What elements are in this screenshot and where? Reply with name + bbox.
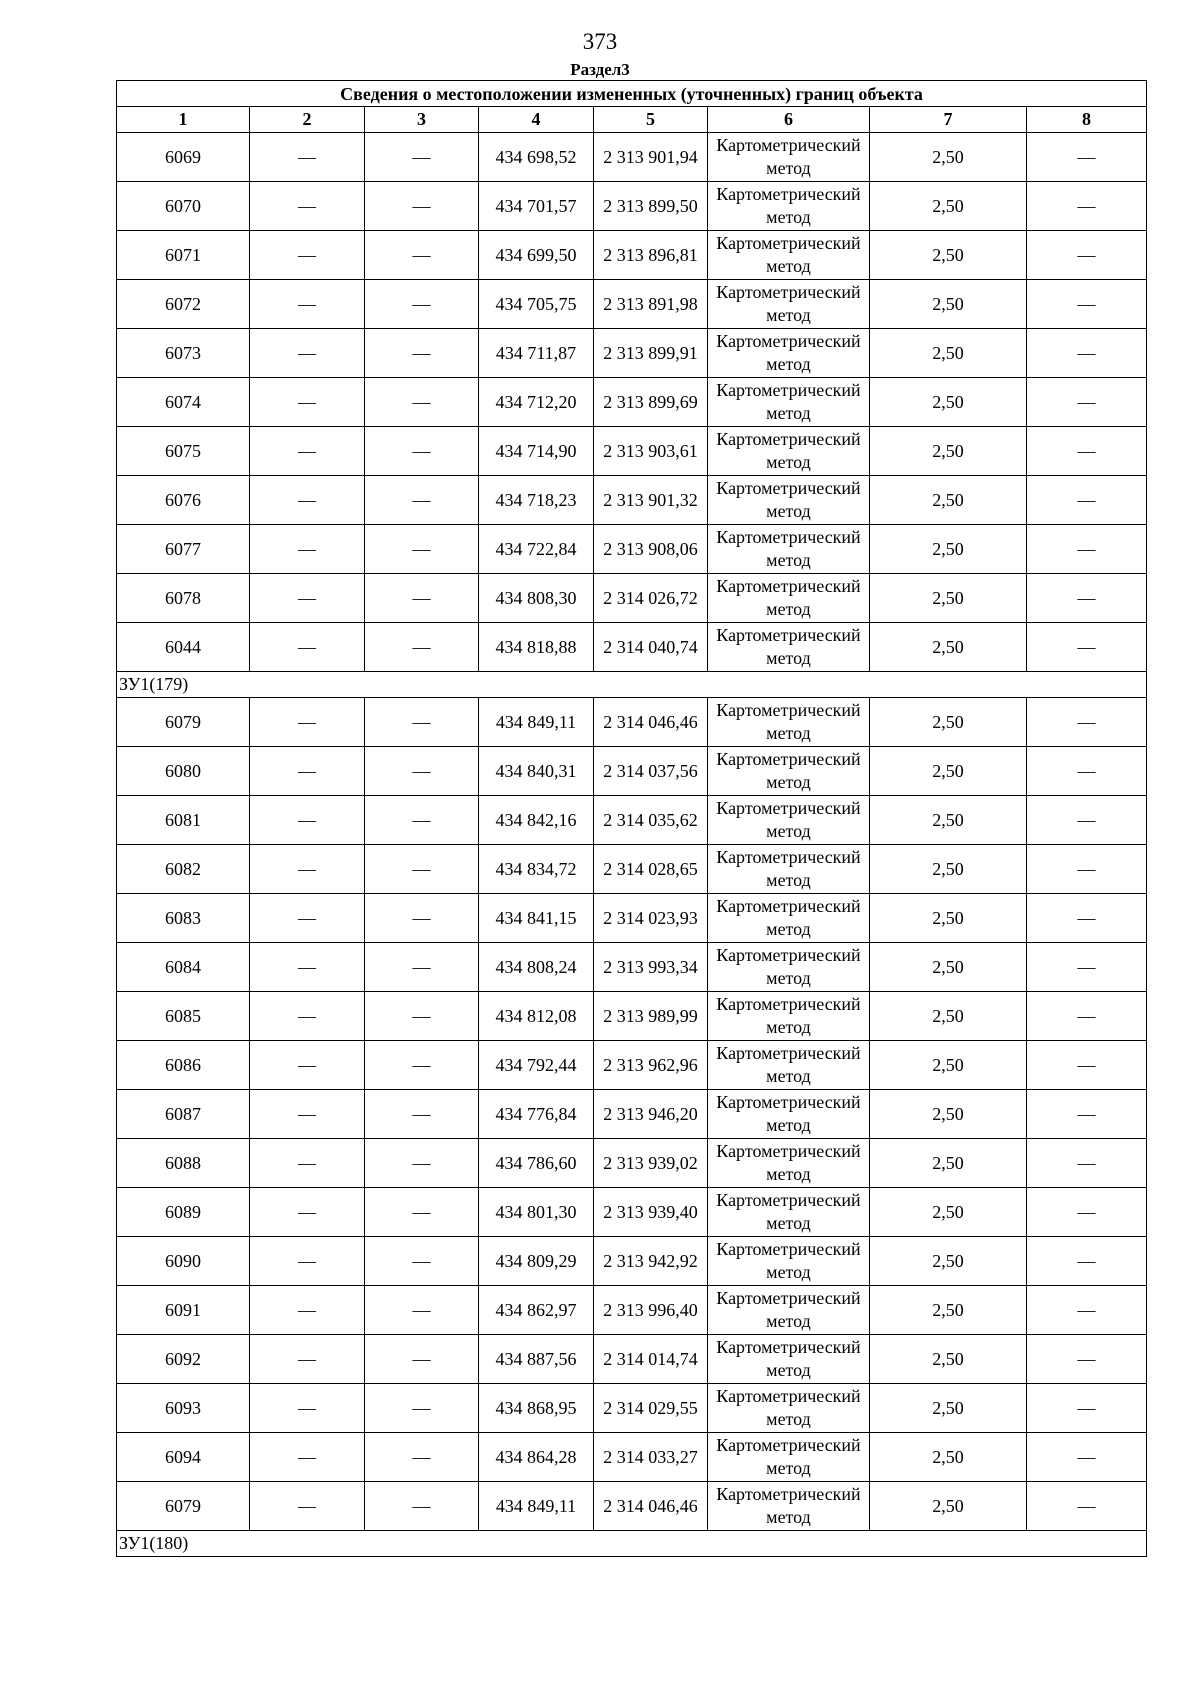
col3-cell: — — [365, 280, 479, 329]
table-row — [117, 1139, 1147, 1188]
point-number-cell: 6092 — [117, 1335, 250, 1384]
point-number-cell: 6089 — [117, 1188, 250, 1237]
col2-cell: — — [250, 623, 365, 672]
method-cell: Картометрический метод — [708, 1384, 870, 1433]
y-coordinate-cell: 2 314 014,74 — [594, 1335, 708, 1384]
column-header-4: 4 — [479, 107, 594, 133]
table-row — [117, 698, 1147, 747]
accuracy-cell: 2,50 — [870, 525, 1027, 574]
col8-cell: — — [1027, 476, 1147, 525]
table-row — [117, 329, 1147, 378]
col2-cell: — — [250, 1433, 365, 1482]
x-coordinate-cell: 434 698,52 — [479, 133, 594, 182]
accuracy-cell: 2,50 — [870, 894, 1027, 943]
col3-cell: — — [365, 476, 479, 525]
x-coordinate-cell: 434 812,08 — [479, 992, 594, 1041]
method-cell: Картометрический метод — [708, 1139, 870, 1188]
column-header-5: 5 — [594, 107, 708, 133]
method-cell: Картометрический метод — [708, 698, 870, 747]
column-header-3: 3 — [365, 107, 479, 133]
point-number-cell: 6072 — [117, 280, 250, 329]
x-coordinate-cell: 434 849,11 — [479, 698, 594, 747]
col2-cell: — — [250, 1139, 365, 1188]
col8-cell: — — [1027, 1482, 1147, 1531]
table-row — [117, 894, 1147, 943]
x-coordinate-cell: 434 786,60 — [479, 1139, 594, 1188]
column-header-6: 6 — [708, 107, 870, 133]
col8-cell: — — [1027, 329, 1147, 378]
method-cell: Картометрический метод — [708, 747, 870, 796]
x-coordinate-cell: 434 862,97 — [479, 1286, 594, 1335]
y-coordinate-cell: 2 313 962,96 — [594, 1041, 708, 1090]
y-coordinate-cell: 2 313 989,99 — [594, 992, 708, 1041]
table-row — [117, 1482, 1147, 1531]
y-coordinate-cell: 2 313 939,40 — [594, 1188, 708, 1237]
method-cell: Картометрический метод — [708, 1188, 870, 1237]
col8-cell: — — [1027, 1090, 1147, 1139]
accuracy-cell: 2,50 — [870, 623, 1027, 672]
accuracy-cell: 2,50 — [870, 796, 1027, 845]
point-number-cell: 6081 — [117, 796, 250, 845]
group-label: ЗУ1(180) — [117, 1531, 1147, 1557]
col3-cell: — — [365, 182, 479, 231]
method-cell: Картометрический метод — [708, 1237, 870, 1286]
point-number-cell: 6079 — [117, 698, 250, 747]
method-cell: Картометрический метод — [708, 231, 870, 280]
col3-cell: — — [365, 992, 479, 1041]
table-row — [117, 747, 1147, 796]
point-number-cell: 6076 — [117, 476, 250, 525]
table-row — [117, 182, 1147, 231]
accuracy-cell: 2,50 — [870, 231, 1027, 280]
x-coordinate-cell: 434 887,56 — [479, 1335, 594, 1384]
col8-cell: — — [1027, 1041, 1147, 1090]
y-coordinate-cell: 2 313 942,92 — [594, 1237, 708, 1286]
col2-cell: — — [250, 476, 365, 525]
group-label-row — [117, 1531, 1147, 1557]
col3-cell: — — [365, 574, 479, 623]
col3-cell: — — [365, 894, 479, 943]
table-row — [117, 525, 1147, 574]
table-body — [117, 133, 1147, 1557]
col3-cell: — — [365, 133, 479, 182]
accuracy-cell: 2,50 — [870, 378, 1027, 427]
col8-cell: — — [1027, 796, 1147, 845]
col2-cell: — — [250, 1090, 365, 1139]
method-cell: Картометрический метод — [708, 574, 870, 623]
col3-cell: — — [365, 1237, 479, 1286]
x-coordinate-cell: 434 809,29 — [479, 1237, 594, 1286]
col8-cell: — — [1027, 1286, 1147, 1335]
col8-cell: — — [1027, 845, 1147, 894]
point-number-cell: 6071 — [117, 231, 250, 280]
table-row — [117, 133, 1147, 182]
method-cell: Картометрический метод — [708, 992, 870, 1041]
method-cell: Картометрический метод — [708, 1482, 870, 1531]
point-number-cell: 6087 — [117, 1090, 250, 1139]
point-number-cell: 6085 — [117, 992, 250, 1041]
col3-cell: — — [365, 1286, 479, 1335]
accuracy-cell: 2,50 — [870, 1384, 1027, 1433]
column-header-2: 2 — [250, 107, 365, 133]
accuracy-cell: 2,50 — [870, 698, 1027, 747]
y-coordinate-cell: 2 314 028,65 — [594, 845, 708, 894]
col2-cell: — — [250, 796, 365, 845]
point-number-cell: 6079 — [117, 1482, 250, 1531]
accuracy-cell: 2,50 — [870, 1286, 1027, 1335]
x-coordinate-cell: 434 718,23 — [479, 476, 594, 525]
col8-cell: — — [1027, 698, 1147, 747]
section-title: Раздел3 — [570, 60, 630, 79]
page-number: 373 — [582, 29, 618, 54]
col2-cell: — — [250, 1482, 365, 1531]
x-coordinate-cell: 434 776,84 — [479, 1090, 594, 1139]
method-cell: Картометрический метод — [708, 1090, 870, 1139]
col8-cell: — — [1027, 1188, 1147, 1237]
column-header-8: 8 — [1027, 107, 1147, 133]
column-header-row — [117, 107, 1147, 133]
table-row — [117, 231, 1147, 280]
y-coordinate-cell: 2 313 899,69 — [594, 378, 708, 427]
table-row — [117, 623, 1147, 672]
point-number-cell: 6077 — [117, 525, 250, 574]
col3-cell: — — [365, 845, 479, 894]
table-row — [117, 992, 1147, 1041]
accuracy-cell: 2,50 — [870, 1482, 1027, 1531]
method-cell: Картометрический метод — [708, 796, 870, 845]
table-row — [117, 427, 1147, 476]
method-cell: Картометрический метод — [708, 182, 870, 231]
col3-cell: — — [365, 378, 479, 427]
method-cell: Картометрический метод — [708, 623, 870, 672]
point-number-cell: 6078 — [117, 574, 250, 623]
point-number-cell: 6091 — [117, 1286, 250, 1335]
y-coordinate-cell: 2 313 896,81 — [594, 231, 708, 280]
method-cell: Картометрический метод — [708, 1433, 870, 1482]
group-label-row — [117, 672, 1147, 698]
point-number-cell: 6088 — [117, 1139, 250, 1188]
col2-cell: — — [250, 427, 365, 476]
col8-cell: — — [1027, 231, 1147, 280]
method-cell: Картометрический метод — [708, 943, 870, 992]
x-coordinate-cell: 434 701,57 — [479, 182, 594, 231]
point-number-cell: 6090 — [117, 1237, 250, 1286]
accuracy-cell: 2,50 — [870, 574, 1027, 623]
x-coordinate-cell: 434 792,44 — [479, 1041, 594, 1090]
accuracy-cell: 2,50 — [870, 1335, 1027, 1384]
col3-cell: — — [365, 1139, 479, 1188]
table-row — [117, 796, 1147, 845]
col2-cell: — — [250, 943, 365, 992]
col2-cell: — — [250, 231, 365, 280]
col2-cell: — — [250, 1286, 365, 1335]
col2-cell: — — [250, 894, 365, 943]
table-row — [117, 1286, 1147, 1335]
accuracy-cell: 2,50 — [870, 1433, 1027, 1482]
y-coordinate-cell: 2 313 901,32 — [594, 476, 708, 525]
point-number-cell: 6075 — [117, 427, 250, 476]
x-coordinate-cell: 434 705,75 — [479, 280, 594, 329]
col3-cell: — — [365, 1090, 479, 1139]
col2-cell: — — [250, 845, 365, 894]
col3-cell: — — [365, 1433, 479, 1482]
point-number-cell: 6074 — [117, 378, 250, 427]
accuracy-cell: 2,50 — [870, 1188, 1027, 1237]
col2-cell: — — [250, 574, 365, 623]
y-coordinate-cell: 2 313 939,02 — [594, 1139, 708, 1188]
table-row — [117, 1335, 1147, 1384]
point-number-cell: 6093 — [117, 1384, 250, 1433]
table-row — [117, 845, 1147, 894]
col8-cell: — — [1027, 1384, 1147, 1433]
accuracy-cell: 2,50 — [870, 992, 1027, 1041]
point-number-cell: 6082 — [117, 845, 250, 894]
table-caption: Сведения о местоположении измененных (уточненных) границ объекта — [117, 81, 1147, 107]
y-coordinate-cell: 2 313 901,94 — [594, 133, 708, 182]
point-number-cell: 6073 — [117, 329, 250, 378]
col8-cell: — — [1027, 943, 1147, 992]
col8-cell: — — [1027, 1433, 1147, 1482]
accuracy-cell: 2,50 — [870, 1090, 1027, 1139]
col3-cell: — — [365, 1188, 479, 1237]
accuracy-cell: 2,50 — [870, 845, 1027, 894]
col2-cell: — — [250, 698, 365, 747]
point-number-cell: 6083 — [117, 894, 250, 943]
col3-cell: — — [365, 943, 479, 992]
col3-cell: — — [365, 1482, 479, 1531]
col3-cell: — — [365, 1041, 479, 1090]
y-coordinate-cell: 2 313 899,50 — [594, 182, 708, 231]
method-cell: Картометрический метод — [708, 1041, 870, 1090]
y-coordinate-cell: 2 314 037,56 — [594, 747, 708, 796]
table-row — [117, 280, 1147, 329]
y-coordinate-cell: 2 313 946,20 — [594, 1090, 708, 1139]
col8-cell: — — [1027, 623, 1147, 672]
col8-cell: — — [1027, 747, 1147, 796]
accuracy-cell: 2,50 — [870, 329, 1027, 378]
col3-cell: — — [365, 698, 479, 747]
col2-cell: — — [250, 378, 365, 427]
table-row — [117, 1188, 1147, 1237]
col8-cell: — — [1027, 574, 1147, 623]
col2-cell: — — [250, 182, 365, 231]
y-coordinate-cell: 2 314 046,46 — [594, 1482, 708, 1531]
table-row — [117, 1090, 1147, 1139]
table-row — [117, 1433, 1147, 1482]
y-coordinate-cell: 2 314 029,55 — [594, 1384, 708, 1433]
method-cell: Картометрический метод — [708, 378, 870, 427]
y-coordinate-cell: 2 313 891,98 — [594, 280, 708, 329]
col2-cell: — — [250, 992, 365, 1041]
y-coordinate-cell: 2 314 026,72 — [594, 574, 708, 623]
accuracy-cell: 2,50 — [870, 476, 1027, 525]
method-cell: Картометрический метод — [708, 845, 870, 894]
method-cell: Картометрический метод — [708, 894, 870, 943]
col3-cell: — — [365, 1384, 479, 1433]
point-number-cell: 6094 — [117, 1433, 250, 1482]
accuracy-cell: 2,50 — [870, 427, 1027, 476]
col8-cell: — — [1027, 378, 1147, 427]
table-row — [117, 1384, 1147, 1433]
table-row — [117, 574, 1147, 623]
col3-cell: — — [365, 525, 479, 574]
col8-cell: — — [1027, 1335, 1147, 1384]
accuracy-cell: 2,50 — [870, 1237, 1027, 1286]
point-number-cell: 6044 — [117, 623, 250, 672]
y-coordinate-cell: 2 314 035,62 — [594, 796, 708, 845]
table-row — [117, 1041, 1147, 1090]
x-coordinate-cell: 434 801,30 — [479, 1188, 594, 1237]
y-coordinate-cell: 2 314 033,27 — [594, 1433, 708, 1482]
column-header-1: 1 — [117, 107, 250, 133]
col8-cell: — — [1027, 525, 1147, 574]
accuracy-cell: 2,50 — [870, 280, 1027, 329]
x-coordinate-cell: 434 840,31 — [479, 747, 594, 796]
col2-cell: — — [250, 525, 365, 574]
col3-cell: — — [365, 231, 479, 280]
x-coordinate-cell: 434 722,84 — [479, 525, 594, 574]
x-coordinate-cell: 434 818,88 — [479, 623, 594, 672]
x-coordinate-cell: 434 842,16 — [479, 796, 594, 845]
x-coordinate-cell: 434 712,20 — [479, 378, 594, 427]
x-coordinate-cell: 434 849,11 — [479, 1482, 594, 1531]
col3-cell: — — [365, 1335, 479, 1384]
col2-cell: — — [250, 1237, 365, 1286]
table-row — [117, 943, 1147, 992]
col2-cell: — — [250, 1188, 365, 1237]
group-label: ЗУ1(179) — [117, 672, 1147, 698]
col8-cell: — — [1027, 1139, 1147, 1188]
table-row — [117, 476, 1147, 525]
col8-cell: — — [1027, 992, 1147, 1041]
col2-cell: — — [250, 280, 365, 329]
column-header-7: 7 — [870, 107, 1027, 133]
x-coordinate-cell: 434 841,15 — [479, 894, 594, 943]
col3-cell: — — [365, 747, 479, 796]
method-cell: Картометрический метод — [708, 329, 870, 378]
x-coordinate-cell: 434 808,30 — [479, 574, 594, 623]
col8-cell: — — [1027, 894, 1147, 943]
accuracy-cell: 2,50 — [870, 1041, 1027, 1090]
y-coordinate-cell: 2 313 899,91 — [594, 329, 708, 378]
x-coordinate-cell: 434 834,72 — [479, 845, 594, 894]
point-number-cell: 6069 — [117, 133, 250, 182]
table-row — [117, 378, 1147, 427]
point-number-cell: 6084 — [117, 943, 250, 992]
y-coordinate-cell: 2 313 996,40 — [594, 1286, 708, 1335]
col2-cell: — — [250, 1335, 365, 1384]
col3-cell: — — [365, 623, 479, 672]
accuracy-cell: 2,50 — [870, 943, 1027, 992]
col2-cell: — — [250, 329, 365, 378]
y-coordinate-cell: 2 313 903,61 — [594, 427, 708, 476]
col2-cell: — — [250, 1384, 365, 1433]
accuracy-cell: 2,50 — [870, 182, 1027, 231]
accuracy-cell: 2,50 — [870, 1139, 1027, 1188]
col3-cell: — — [365, 329, 479, 378]
col2-cell: — — [250, 1041, 365, 1090]
y-coordinate-cell: 2 314 023,93 — [594, 894, 708, 943]
col3-cell: — — [365, 427, 479, 476]
y-coordinate-cell: 2 313 993,34 — [594, 943, 708, 992]
x-coordinate-cell: 434 864,28 — [479, 1433, 594, 1482]
x-coordinate-cell: 434 808,24 — [479, 943, 594, 992]
method-cell: Картометрический метод — [708, 280, 870, 329]
x-coordinate-cell: 434 714,90 — [479, 427, 594, 476]
x-coordinate-cell: 434 699,50 — [479, 231, 594, 280]
method-cell: Картометрический метод — [708, 1335, 870, 1384]
point-number-cell: 6086 — [117, 1041, 250, 1090]
col2-cell: — — [250, 133, 365, 182]
x-coordinate-cell: 434 868,95 — [479, 1384, 594, 1433]
col8-cell: — — [1027, 182, 1147, 231]
method-cell: Картометрический метод — [708, 1286, 870, 1335]
point-number-cell: 6080 — [117, 747, 250, 796]
coordinates-table — [116, 80, 1147, 1557]
accuracy-cell: 2,50 — [870, 133, 1027, 182]
method-cell: Картометрический метод — [708, 476, 870, 525]
method-cell: Картометрический метод — [708, 133, 870, 182]
method-cell: Картометрический метод — [708, 427, 870, 476]
col3-cell: — — [365, 796, 479, 845]
y-coordinate-cell: 2 314 040,74 — [594, 623, 708, 672]
y-coordinate-cell: 2 313 908,06 — [594, 525, 708, 574]
accuracy-cell: 2,50 — [870, 747, 1027, 796]
col2-cell: — — [250, 747, 365, 796]
col8-cell: — — [1027, 1237, 1147, 1286]
y-coordinate-cell: 2 314 046,46 — [594, 698, 708, 747]
col8-cell: — — [1027, 133, 1147, 182]
x-coordinate-cell: 434 711,87 — [479, 329, 594, 378]
table-caption-row — [117, 81, 1147, 107]
col8-cell: — — [1027, 280, 1147, 329]
table-row — [117, 1237, 1147, 1286]
point-number-cell: 6070 — [117, 182, 250, 231]
method-cell: Картометрический метод — [708, 525, 870, 574]
col8-cell: — — [1027, 427, 1147, 476]
